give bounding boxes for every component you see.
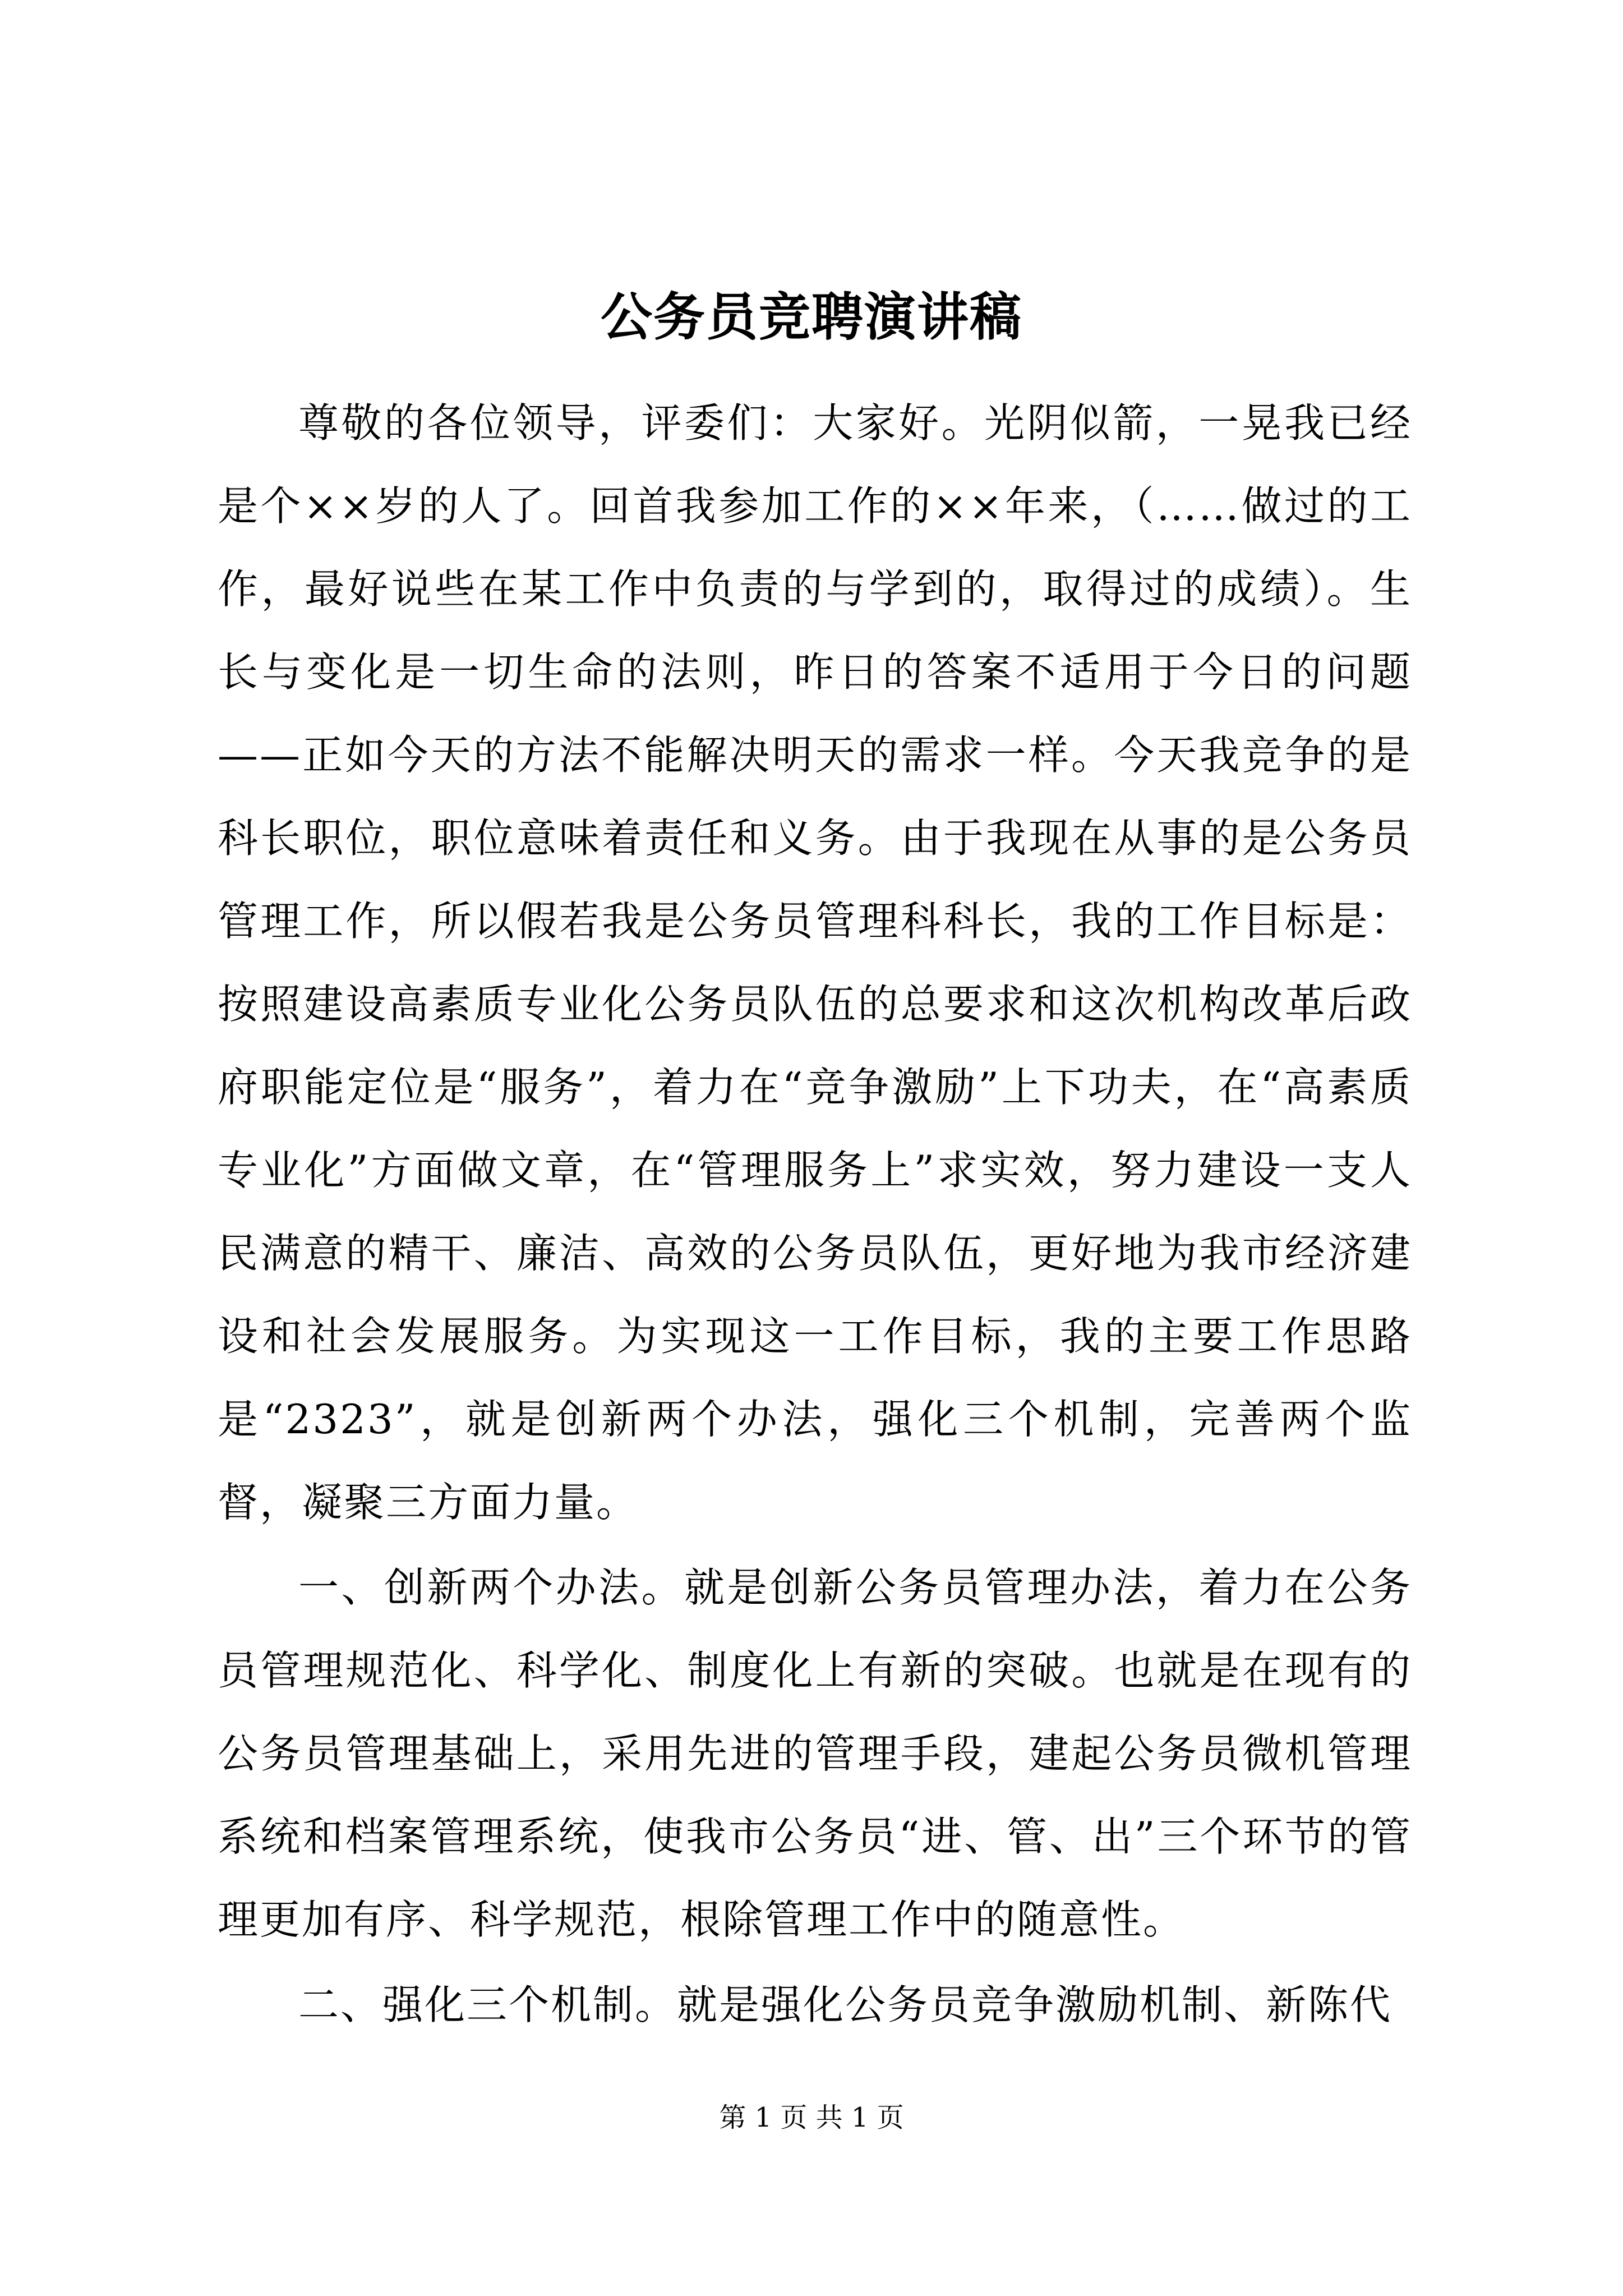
- document-body: [218, 381, 1412, 2049]
- page-number-footer: 第 1 页 共 1 页: [719, 2102, 904, 2133]
- paragraph-intro: 尊敬的各位领导，评委们：大家好。光阴似箭，一晃我已经是个××岁的人了。回首我参加工作的××年来，（……做过的工作，最好说些在某工作中负责的与学到的，取得过的成绩）。生长与变化是一切生命的法则，昨日的答案不适用于今日的问题——正如今天的方法不能解决明天的需求一样。今天我竞争的是科长职位，职位意味着责任和义务。由于我现在从事的是公务员管理工作，所以假若我是公务员管理科科长，我的工作目标是：按照建设高素质专业化公务员队伍的总要求和这次机构改革后政府职能定位是“服务”，着力在“竞争激励”上下功夫，在“高素质专业化”方面做文章，在“管理服务上”求实效，努力建设一支人民满意的精干、廉洁、高效的公务员队伍，更好地为我市经济建设和社会发展服务。为实现这一工作目标，我的主要工作思路是“2323”，就是创新两个办法，强化三个机制，完善两个监督，凝聚三方面力量。: [218, 399, 1412, 1526]
- paragraph-section-1: 一、创新两个办法。就是创新公务员管理办法，着力在公务员管理规范化、科学化、制度化上有新的突破。也就是在现有的公务员管理基础上，采用先进的管理手段，建起公务员微机管理系统和档案管理系统，使我市公务员“进、管、出”三个环节的管理更加有序、科学规范，根除管理工作中的随意性。: [218, 1564, 1412, 1943]
- paragraph-section-2: 二、强化三个机制。就是强化公务员竞争激励机制、新陈代: [298, 1981, 1393, 2028]
- document-title: 公务员竞聘演讲稿: [600, 287, 1022, 347]
